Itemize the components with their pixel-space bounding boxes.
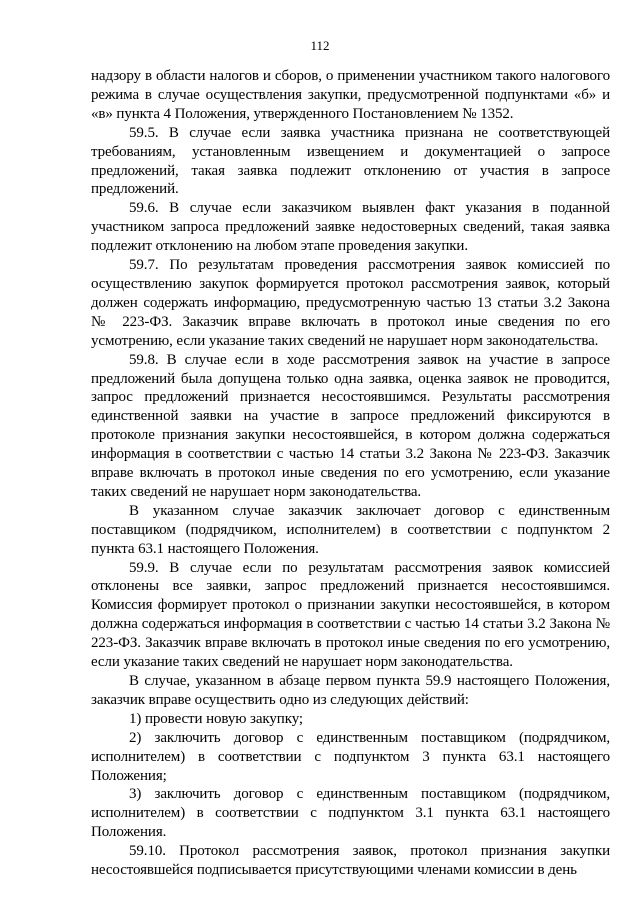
list-item-2: 2) заключить договор с единственным поставщиком (подрядчиком, исполнителем) в соответствии с подпунктом 3 пункта 63.1 настоящего Положения; [91,729,610,784]
document-body [91,67,610,880]
page-number: 112 [310,38,330,53]
list-item-1: 1) провести новую закупку; [129,710,303,727]
paragraph-59-8: 59.8. В случае если в ходе рассмотрения заявок на участие в запросе предложений была допущена только одна заявка, оценка заявок не проводится, запрос предложений признается несостоявшимся. Результаты рассмотрения единственной заявки на участие в запросе предложений фиксируются в протоколе признания закупки несостоявшейся, в котором должна содержаться информация в соответствии с частью 14 статьи 3.2 Закона № 223-ФЗ. Заказчик вправе включать в протокол иные сведения по его усмотрению, если указание таких сведений не нарушает норм законодательства. [91,351,610,500]
paragraph-59-9-options-intro: В случае, указанном в абзаце первом пункта 59.9 настоящего Положения, заказчик вправе осуществить одно из следующих действий: [91,673,610,708]
paragraph-continuation: надзору в области налогов и сборов, о применении участником такого налогового режима в случае осуществления закупки, предусмотренной подпунктами «б» и «в» пункта 4 Положения, утвержденного Постановлением № 1352. [91,68,610,122]
paragraph-59-7: 59.7. По результатам проведения рассмотрения заявок комиссией по осуществлению закупок формируется протокол рассмотрения заявок, который должен содержать информацию, предусмотренную частью 13 статьи 3.2 Закона № 223-ФЗ. Заказчик вправе включать в протокол иные сведения по его усмотрению, если указание таких сведений не нарушает норм законодательства. [91,257,610,349]
paragraph-59-5: 59.5. В случае если заявка участника признана не соответствующей требованиям, установленным извещением и документацией о запросе предложений, такая заявка подлежит отклонению от участия в запросе предложений. [91,124,610,198]
paragraph-59-10: 59.10. Протокол рассмотрения заявок, протокол признания закупки несостоявшейся подписывается присутствующими членами комиссии в день [91,843,610,879]
list-item-3: 3) заключить договор с единственным поставщиком (подрядчиком, исполнителем) в соответствии с подпунктом 3.1 пункта 63.1 настоящего Положения. [91,786,610,841]
paragraph-59-9: 59.9. В случае если по результатам рассмотрения заявок комиссией отклонены все заявки, запрос предложений признается несостоявшимся. Комиссия формирует протокол о признании закупки несостоявшейся, в котором должна содержаться информация в соответствии с частью 14 статьи 3.2 Закона № 223-ФЗ. Заказчик вправе включать в протокол иные сведения по его усмотрению, если указание таких сведений не нарушает норм законодательства. [91,559,610,671]
paragraph-59-6: 59.6. В случае если заказчиком выявлен факт указания в поданной участником запроса предложений заявке недостоверных сведений, такая заявка подлежит отклонению на любом этапе проведения закупки. [91,200,610,255]
paragraph-59-8-contract: В указанном случае заказчик заключает договор с единственным поставщиком (подрядчиком, исполнителем) в соответствии с подпунктом 2 пункта 63.1 настоящего Положения. [91,502,610,557]
